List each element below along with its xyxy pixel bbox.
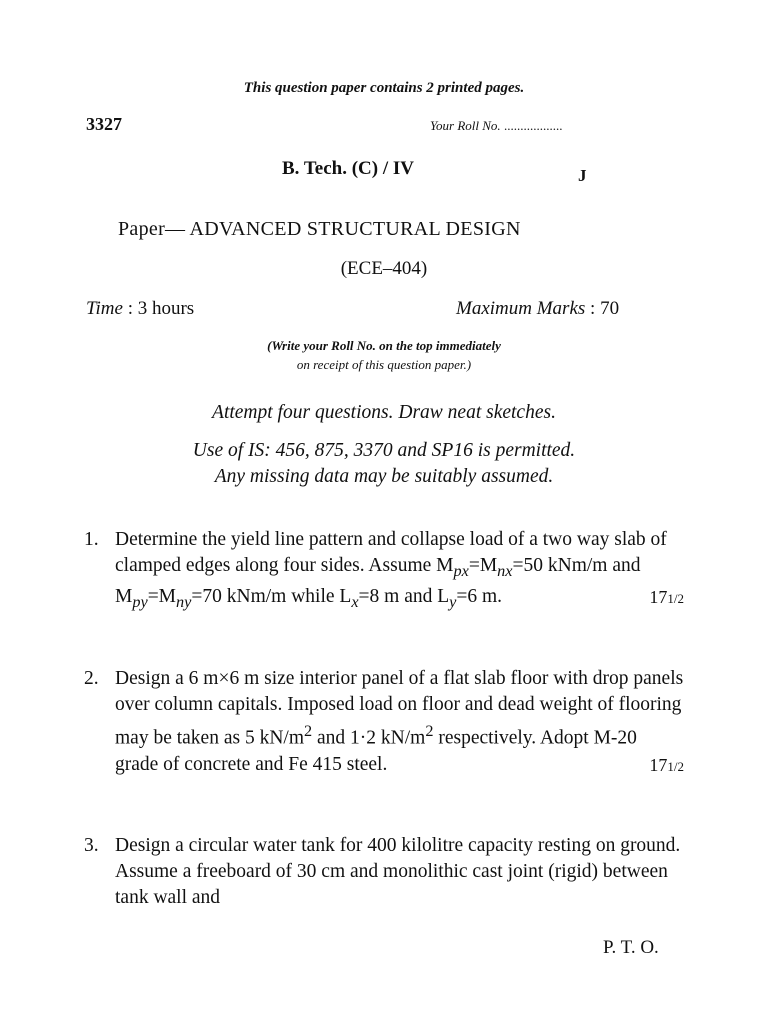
question-1 — [84, 527, 684, 615]
time-label: Time — [86, 298, 123, 319]
question-text: Design a 6 m×6 m size interior panel of a flat slab floor with drop panels over column capitals. Imposed load on floor and dead weight of flooring may be taken as 5 $kN/m^2$ and 1·2 $kN/m^2$ respectively. Adopt M-20 grade of concrete and Fe 415 steel. 171/2 — [115, 666, 684, 778]
question-2 — [84, 666, 684, 780]
question-marks: 171/2 — [649, 754, 684, 775]
instruction-codes: Use of IS: 456, 875, 3370 and SP16 is permitted. — [192, 440, 576, 461]
printed-pages-notice: This question paper contains 2 printed pages. — [243, 80, 525, 96]
question-text: Determine the yield line pattern and collapse load of a two way slab of clamped edges along four sides. Assume $M_{px}=M_{nx}=50$ kNm/m and $M_{py}=M_{ny}=70$ kNm/m while $L_x=8$ m and $L_y=6$ m. 171/2 — [115, 529, 684, 611]
question-text: Design a circular water tank for 400 kilolitre capacity resting on ground. Assume a freeboard of 30 cm and monolithic cast joint (rigid) between tank wall and — [115, 835, 681, 908]
question-number: 2. — [84, 668, 99, 689]
roll-note-line-1: (Write your Roll No. on the top immediately — [267, 338, 501, 353]
question-number: 3. — [84, 835, 99, 856]
paper-title: Paper— ADVANCED STRUCTURAL DESIGN — [118, 218, 521, 240]
question-3 — [84, 833, 684, 911]
roll-number-field[interactable] — [430, 118, 562, 134]
roll-label: Your Roll No. — [430, 118, 501, 133]
question-marks: 171/2 — [649, 586, 684, 607]
page-turn-over: P. T. O. — [603, 937, 659, 958]
time-value: 3 hours — [137, 298, 195, 319]
roll-dots: .................. — [503, 118, 563, 133]
time-allowed: Time : 3 hours — [86, 298, 195, 319]
roll-note-line-2: on receipt of this question paper.) — [296, 357, 472, 372]
maximum-marks: Maximum Marks : 70 — [456, 298, 620, 319]
instruction-missing-data: Any missing data may be suitably assumed. — [214, 466, 554, 487]
marks-value: 70 — [600, 298, 620, 319]
set-letter: J — [578, 166, 587, 185]
paper-code: 3327 — [86, 114, 122, 134]
marks-label: Maximum Marks — [456, 298, 586, 319]
course-title: B. Tech. (C) / IV — [282, 158, 414, 179]
question-number: 1. — [84, 529, 99, 550]
paper-subject-code: (ECE–404) — [340, 258, 428, 279]
instruction-attempt: Attempt four questions. Draw neat sketches. — [212, 402, 556, 423]
